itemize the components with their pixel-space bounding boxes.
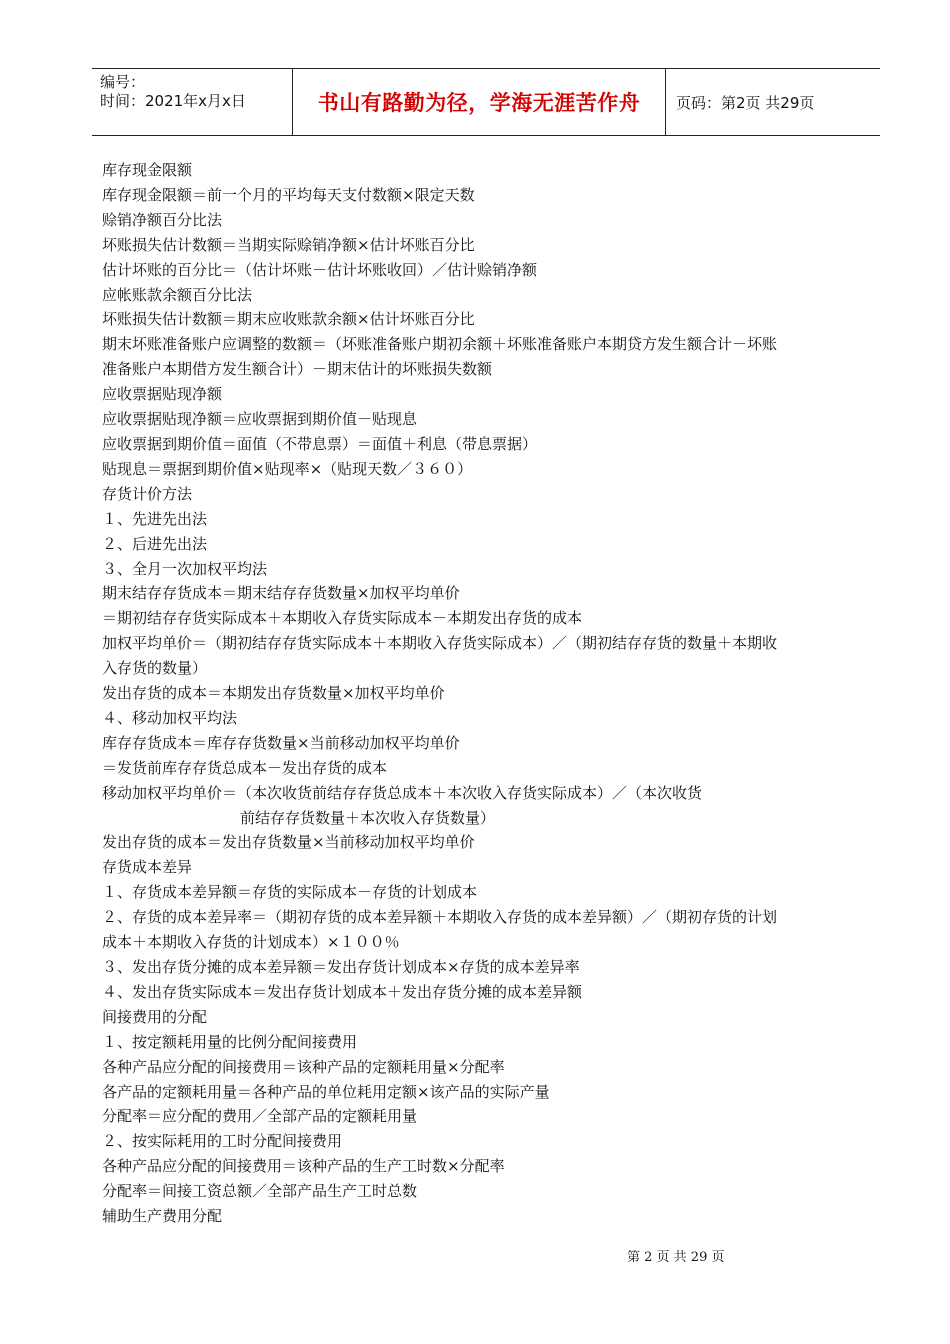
text-line: 应收票据贴现净额 — [102, 385, 223, 404]
text-line: １、先进先出法 — [102, 509, 208, 528]
text-line: １、存货成本差异额＝存货的实际成本－存货的计划成本 — [102, 883, 478, 902]
text-line: 期末坏账准备账户应调整的数额＝（坏账准备账户期初余额＋坏账准备账户本期贷方发生额合计－坏账 — [102, 335, 778, 354]
text-line: 各产品的定额耗用量＝各种产品的单位耗用定额×该产品的实际产量 — [102, 1082, 550, 1101]
text-line: 应收票据到期价值＝面值（不带息票）＝面值＋利息（带息票据） — [102, 434, 538, 453]
text-line: 辅助生产费用分配 — [102, 1207, 223, 1226]
text-line: 库存现金限额 — [102, 161, 193, 179]
text-line: 存货计价方法 — [102, 484, 193, 503]
time-label: 时间：2021年x月x日 — [100, 92, 246, 110]
text-line: 各种产品应分配的间接费用＝该种产品的生产工时数×分配率 — [102, 1157, 505, 1176]
text-line: 间接费用的分配 — [102, 1007, 208, 1026]
text-line: 库存现金限额＝前一个月的平均每天支付数额×限定天数 — [102, 185, 475, 204]
text-line: 贴现息＝票据到期价值×贴现率×（贴现天数／３６０） — [102, 459, 473, 478]
text-line: 坏账损失估计数额＝期末应收账款余额×估计坏账百分比 — [102, 310, 475, 329]
page-code: 页码：第2页 共29页 — [676, 93, 815, 112]
text-line: ＝发货前库存存货总成本－发出存货的成本 — [102, 758, 388, 777]
text-line: １、按定额耗用量的比例分配间接费用 — [102, 1032, 358, 1051]
text-line: 库存存货成本＝库存存货数量×当前移动加权平均单价 — [102, 733, 460, 752]
text-line: 加权平均单价＝（期初结存存货实际成本＋本期收入存货实际成本）／（期初结存存货的数量＋本期收 — [102, 634, 778, 653]
text-line: 分配率＝应分配的费用／全部产品的定额耗用量 — [102, 1107, 418, 1126]
text-line: 应帐账款余额百分比法 — [102, 285, 253, 304]
text-line: 分配率＝间接工资总额／全部产品生产工时总数 — [102, 1182, 418, 1201]
number-label: 编号： — [100, 73, 146, 91]
text-line: 入存货的数量） — [102, 659, 208, 678]
text-line: 应收票据贴现净额＝应收票据到期价值－贴现息 — [102, 410, 418, 429]
text-line: ２、后进先出法 — [102, 534, 208, 553]
text-line: ２、存货的成本差异率＝（期初存货的成本差异额＋本期收入存货的成本差异额）／（期初存货的计划 — [102, 908, 778, 927]
page-footer: 第 2 页 共 29 页 — [627, 1250, 725, 1265]
header-table — [92, 68, 880, 136]
header-meta-cell — [92, 69, 293, 135]
text-line: ４、移动加权平均法 — [102, 708, 238, 727]
text-line: 前结存存货数量＋本次收入存货数量） — [240, 808, 496, 827]
text-line: 发出存货的成本＝本期发出存货数量×加权平均单价 — [102, 684, 445, 703]
text-line: 各种产品应分配的间接费用＝该种产品的定额耗用量×分配率 — [102, 1057, 505, 1076]
text-line: 坏账损失估计数额＝当期实际赊销净额×估计坏账百分比 — [102, 235, 475, 254]
text-line: 发出存货的成本＝发出存货数量×当前移动加权平均单价 — [102, 833, 475, 852]
text-line: 估计坏账的百分比＝（估计坏账－估计坏账收回）／估计赊销净额 — [102, 260, 538, 279]
text-line: ２、按实际耗用的工时分配间接费用 — [102, 1132, 343, 1151]
header-motto-cell — [293, 69, 666, 135]
document-body — [102, 158, 882, 1229]
text-line: ３、全月一次加权平均法 — [102, 559, 268, 578]
header-page-cell — [666, 69, 880, 135]
motto-text: 书山有路勤为径，学海无涯苦作舟 — [317, 91, 641, 115]
text-line: ４、发出存货实际成本＝发出存货计划成本＋发出存货分摊的成本差异额 — [102, 982, 583, 1001]
text-line: 移动加权平均单价＝（本次收货前结存存货总成本＋本次收入存货实际成本）／（本次收货 — [102, 783, 703, 802]
text-line: ＝期初结存存货实际成本＋本期收入存货实际成本－本期发出存货的成本 — [102, 609, 583, 628]
text-line: 期末结存存货成本＝期末结存存货数量×加权平均单价 — [102, 584, 460, 603]
text-line: 存货成本差异 — [102, 858, 193, 877]
text-line: 准备账户本期借方发生额合计）－期末估计的坏账损失数额 — [102, 360, 493, 379]
text-line: 成本＋本期收入存货的计划成本）×１００％ — [102, 933, 400, 952]
text-line: 赊销净额百分比法 — [102, 210, 223, 229]
text-line: ３、发出存货分摊的成本差异额＝发出存货计划成本×存货的成本差异率 — [102, 958, 580, 976]
